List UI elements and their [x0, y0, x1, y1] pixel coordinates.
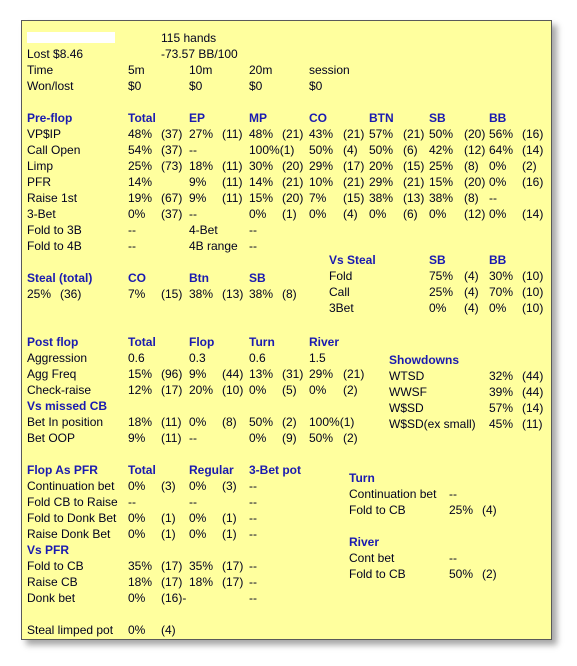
preflop-header: EP [189, 111, 206, 125]
flop-pfr-3bet: -- [249, 591, 257, 605]
vs-steal-count: (10) [522, 269, 544, 283]
showdown-value: 57% [489, 401, 514, 415]
preflop-row-label: Fold to 3B [27, 223, 82, 237]
postflop-value: 0.6 [249, 351, 266, 365]
flop-pfr-count: (1) [161, 511, 176, 525]
preflop-count: (17) [343, 159, 365, 173]
flop-pfr-count: (17) [222, 559, 244, 573]
showdown-count: (44) [522, 369, 544, 383]
period-label: 20m [249, 63, 273, 77]
preflop-count: (2) [522, 159, 537, 173]
postflop-count: (11) [161, 431, 182, 445]
preflop-row-label: Fold to 4B [27, 239, 82, 253]
steal-value: 38% [189, 287, 214, 301]
flop-pfr-label: Raise Donk Bet [27, 527, 111, 541]
flop-pfr-count: (3) [222, 479, 237, 493]
showdown-count: (14) [522, 401, 544, 415]
flop-pfr-count: (3) [161, 479, 176, 493]
preflop-count: (6) [403, 143, 418, 157]
turn-value: 25% [449, 503, 474, 517]
flop-pfr-header: 3-Bet pot [249, 463, 301, 477]
preflop-count: (4) [343, 207, 358, 221]
steal-header: Steal (total) [27, 271, 93, 285]
preflop-value: 9% [189, 191, 207, 205]
turn-value: -- [449, 487, 457, 501]
vs-steal-header: Vs Steal [329, 253, 376, 267]
won-lost-label: Won/lost [27, 79, 74, 93]
preflop-header: Pre-flop [27, 111, 73, 125]
preflop-value: 0% [369, 207, 387, 221]
flop-pfr-value: -- [189, 495, 197, 509]
preflop-count: (37) [161, 127, 183, 141]
postflop-label: Check-raise [27, 383, 92, 397]
preflop-value: 38% [369, 191, 394, 205]
vs-steal-header: BB [489, 253, 507, 267]
won-value: $0 [309, 79, 323, 93]
preflop-value: 19% [128, 191, 153, 205]
preflop-value: -- [128, 239, 136, 253]
vs-steal-count: (10) [522, 285, 544, 299]
flop-pfr-count: (1) [222, 511, 237, 525]
preflop-row-label: 3-Bet [27, 207, 56, 221]
preflop-value: 27% [189, 127, 214, 141]
vs-steal-value: 75% [429, 269, 454, 283]
preflop-count: (8) [464, 159, 479, 173]
vs-steal-value: 0% [489, 301, 507, 315]
postflop-value: -- [189, 431, 197, 445]
preflop-count: (14) [522, 207, 544, 221]
preflop-value: 7% [309, 191, 327, 205]
postflop-value: 1.5 [309, 351, 326, 365]
vs-steal-value: 30% [489, 269, 514, 283]
preflop-count: (1) [282, 207, 297, 221]
postflop-count: (21) [343, 367, 365, 381]
postflop-count: (9) [282, 431, 297, 445]
showdown-count: (11) [522, 417, 543, 431]
preflop-count: (12) [464, 143, 486, 157]
flop-pfr-label: Continuation bet [27, 479, 115, 493]
postflop-value: 50% [249, 415, 274, 429]
steal-value: 38% [249, 287, 274, 301]
flop-pfr-label: Raise CB [27, 575, 78, 589]
preflop-value: 50% [369, 143, 394, 157]
preflop-count: (21) [343, 175, 365, 189]
postflop-count: (8) [222, 415, 237, 429]
preflop-row-label: Limp [27, 159, 54, 173]
preflop-count: (8) [464, 191, 479, 205]
preflop-value: 42% [429, 143, 454, 157]
preflop-count: (73) [161, 159, 183, 173]
preflop-count: (13) [403, 191, 425, 205]
turn-label: Fold to CB [349, 503, 406, 517]
postflop-count: (2) [343, 431, 358, 445]
flop-pfr-value: 35% [189, 559, 214, 573]
postflop-value: 9% [128, 431, 146, 445]
preflop-value: 15% [249, 191, 274, 205]
preflop-value: 100%(1) [249, 143, 295, 157]
flop-pfr-3bet: -- [249, 479, 257, 493]
postflop-value: 29% [309, 367, 334, 381]
lost-amount: Lost $8.46 [27, 47, 84, 61]
preflop-count: (12) [464, 207, 486, 221]
preflop-value: 29% [369, 175, 394, 189]
preflop-count: (4) [343, 143, 358, 157]
flop-pfr-3bet: -- [249, 495, 257, 509]
preflop-count: (11) [222, 191, 243, 205]
postflop-count: (10) [222, 383, 244, 397]
showdown-label: W$SD [389, 401, 424, 415]
turn-count: (4) [482, 503, 497, 517]
showdown-value: 45% [489, 417, 514, 431]
preflop-value: 64% [489, 143, 514, 157]
preflop-count: (20) [464, 127, 486, 141]
period-label: 10m [189, 63, 213, 77]
river-value: 50% [449, 567, 474, 581]
vs-steal-value: 25% [429, 285, 454, 299]
postflop-value: 0% [309, 383, 327, 397]
steal-value: (13) [222, 287, 244, 301]
steal-header: CO [128, 271, 146, 285]
showdown-label: WTSD [389, 369, 425, 383]
postflop-value: 18% [128, 415, 153, 429]
postflop-value: 0% [249, 383, 267, 397]
preflop-value: -- [249, 239, 257, 253]
preflop-count: (21) [282, 127, 304, 141]
river-value: -- [449, 551, 457, 565]
won-value: $0 [249, 79, 263, 93]
flop-pfr-value: 0% [189, 479, 207, 493]
postflop-count: (5) [282, 383, 297, 397]
preflop-count: (20) [464, 175, 486, 189]
preflop-count: (16) [522, 175, 544, 189]
showdown-value: 32% [489, 369, 514, 383]
preflop-value: 54% [128, 143, 153, 157]
flop-pfr-label: Fold to CB [27, 559, 84, 573]
postflop-value: 0.6 [128, 351, 145, 365]
preflop-count: (11) [222, 175, 243, 189]
preflop-value: 56% [489, 127, 514, 141]
postflop-label: Aggression [27, 351, 88, 365]
postflop-value: 20% [189, 383, 214, 397]
preflop-row-label: PFR [27, 175, 51, 189]
preflop-value: 29% [309, 159, 334, 173]
preflop-value: 0% [309, 207, 327, 221]
preflop-row-label: Raise 1st [27, 191, 78, 205]
preflop-value: 0% [489, 159, 507, 173]
steal-value: 7% [128, 287, 146, 301]
postflop-count: (11) [161, 415, 182, 429]
postflop-value: 15% [128, 367, 153, 381]
vs-pfr-title: Vs PFR [27, 543, 70, 557]
flop-pfr-header: Regular [189, 463, 234, 477]
river-label: Cont bet [349, 551, 395, 565]
player-stats-hud [21, 20, 552, 640]
flop-pfr-count: (1) [222, 527, 237, 541]
river-count: (2) [482, 567, 497, 581]
steal-value: (15) [161, 287, 183, 301]
vs-steal-count: (4) [464, 285, 479, 299]
preflop-value: 25% [128, 159, 153, 173]
postflop-count: (2) [343, 383, 358, 397]
preflop-value: 57% [369, 127, 394, 141]
postflop-value: 12% [128, 383, 153, 397]
vs-steal-count: (4) [464, 269, 479, 283]
preflop-count: (16) [522, 127, 544, 141]
bb-per-100: -73.57 BB/100 [161, 47, 238, 61]
flop-pfr-3bet: -- [249, 559, 257, 573]
flop-pfr-header: Total [128, 463, 156, 477]
preflop-value: 50% [429, 127, 454, 141]
showdown-label: WWSF [389, 385, 427, 399]
preflop-value: 0% [128, 207, 146, 221]
preflop-count: (15) [403, 159, 425, 173]
preflop-count: (21) [282, 175, 304, 189]
time-label: Time [27, 63, 54, 77]
preflop-count: (14) [522, 143, 544, 157]
postflop-value: 0% [249, 431, 267, 445]
player-name-field [27, 32, 115, 43]
postflop-header: Post flop [27, 335, 79, 349]
preflop-value: 4B range [189, 239, 238, 253]
preflop-value: 14% [128, 175, 153, 189]
postflop-header: Total [128, 335, 156, 349]
preflop-header: BTN [369, 111, 394, 125]
postflop-count: (2) [282, 415, 297, 429]
preflop-header: CO [309, 111, 327, 125]
hands-count: 115 hands [161, 31, 217, 45]
preflop-count: (20) [282, 191, 304, 205]
vs-steal-count: (4) [464, 301, 479, 315]
preflop-count: (15) [343, 191, 365, 205]
period-label: session [309, 63, 350, 77]
preflop-value: -- [189, 143, 197, 157]
preflop-value: 9% [189, 175, 207, 189]
flop-pfr-value: 0% [128, 479, 146, 493]
postflop-count: (17) [161, 383, 183, 397]
flop-pfr-count: (16)- [161, 591, 187, 605]
steal-header: SB [249, 271, 266, 285]
postflop-value: 50% [309, 431, 334, 445]
postflop-label: Agg Freq [27, 367, 77, 381]
river-label: Fold to CB [349, 567, 406, 581]
postflop-value: 0.3 [189, 351, 206, 365]
preflop-value: -- [128, 223, 136, 237]
steal-value: (36) [60, 287, 82, 301]
showdown-label: W$SD(ex small) [389, 417, 476, 431]
postflop-value: 100%(1) [309, 415, 355, 429]
flop-pfr-value: 0% [128, 511, 146, 525]
river-title: River [349, 535, 380, 549]
flop-pfr-3bet: -- [249, 511, 257, 525]
vs-steal-label: Call [329, 285, 350, 299]
preflop-value: 25% [429, 159, 454, 173]
preflop-count: (11) [222, 127, 243, 141]
flop-pfr-value: -- [128, 495, 136, 509]
flop-pfr-value: 0% [189, 511, 207, 525]
turn-title: Turn [349, 471, 375, 485]
flop-pfr-count: (17) [161, 575, 183, 589]
flop-pfr-value: 35% [128, 559, 153, 573]
flop-pfr-3bet: -- [249, 527, 257, 541]
period-label: 5m [128, 63, 145, 77]
steal-header: Btn [189, 271, 209, 285]
vs-steal-label: Fold [329, 269, 353, 283]
preflop-value: 38% [429, 191, 454, 205]
postflop-value: 13% [249, 367, 274, 381]
preflop-row-label: Call Open [27, 143, 81, 157]
flop-pfr-value: 0% [128, 591, 146, 605]
showdown-value: 39% [489, 385, 514, 399]
steal-limped-count: (4) [161, 623, 176, 637]
preflop-value: 0% [249, 207, 267, 221]
preflop-value: 0% [489, 175, 507, 189]
won-value: $0 [128, 79, 142, 93]
flop-pfr-count: (17) [222, 575, 244, 589]
preflop-value: -- [489, 191, 497, 205]
postflop-count: (96) [161, 367, 183, 381]
preflop-count: (21) [403, 127, 425, 141]
flop-pfr-label: Donk bet [27, 591, 76, 605]
steal-value: (8) [282, 287, 297, 301]
flop-pfr-count: (17) [161, 559, 183, 573]
preflop-count: (6) [403, 207, 418, 221]
postflop-header: River [309, 335, 340, 349]
preflop-header: MP [249, 111, 267, 125]
steal-limped-value: 0% [128, 623, 146, 637]
flop-pfr-count: (1) [161, 527, 176, 541]
postflop-header: Flop [189, 335, 215, 349]
postflop-label: Bet OOP [27, 431, 76, 445]
preflop-value: 20% [369, 159, 394, 173]
preflop-value: 18% [189, 159, 214, 173]
flop-pfr-3bet: -- [249, 575, 257, 589]
preflop-value: 10% [309, 175, 334, 189]
postflop-label: Bet In position [27, 415, 104, 429]
steal-value: 25% [27, 287, 52, 301]
flop-pfr-label: Fold to Donk Bet [27, 511, 117, 525]
preflop-row-label: VP$IP [27, 127, 62, 141]
postflop-count: (31) [282, 367, 304, 381]
preflop-value: -- [249, 223, 257, 237]
preflop-count: (21) [403, 175, 425, 189]
flop-pfr-header: Flop As PFR [27, 463, 98, 477]
postflop-value: 9% [189, 367, 207, 381]
preflop-value: 14% [249, 175, 274, 189]
preflop-header: BB [489, 111, 507, 125]
missed-cb-title: Vs missed CB [27, 399, 108, 413]
won-value: $0 [189, 79, 203, 93]
preflop-count: (37) [161, 207, 183, 221]
preflop-value: 50% [309, 143, 334, 157]
vs-steal-label: 3Bet [329, 301, 354, 315]
vs-steal-count: (10) [522, 301, 544, 315]
steal-limped-label: Steal limped pot [27, 623, 114, 637]
flop-pfr-value: 0% [128, 527, 146, 541]
preflop-value: 15% [429, 175, 454, 189]
preflop-header: Total [128, 111, 156, 125]
vs-steal-header: SB [429, 253, 446, 267]
flop-pfr-value: 0% [189, 527, 207, 541]
turn-label: Continuation bet [349, 487, 437, 501]
postflop-count: (44) [222, 367, 244, 381]
preflop-header: SB [429, 111, 446, 125]
preflop-value: 43% [309, 127, 334, 141]
flop-pfr-value: 18% [128, 575, 153, 589]
postflop-value: 0% [189, 415, 207, 429]
preflop-count: (20) [282, 159, 304, 173]
vs-steal-value: 70% [489, 285, 514, 299]
preflop-value: -- [189, 207, 197, 221]
showdowns-title: Showdowns [389, 353, 459, 367]
preflop-value: 4-Bet [189, 223, 218, 237]
preflop-count: (37) [161, 143, 183, 157]
flop-pfr-value: 18% [189, 575, 214, 589]
postflop-header: Turn [249, 335, 275, 349]
preflop-count: (67) [161, 191, 183, 205]
preflop-value: 48% [128, 127, 153, 141]
preflop-count: (11) [222, 159, 243, 173]
preflop-value: 0% [429, 207, 447, 221]
flop-pfr-label: Fold CB to Raise [27, 495, 118, 509]
preflop-value: 0% [489, 207, 507, 221]
preflop-count: (21) [343, 127, 365, 141]
preflop-value: 30% [249, 159, 274, 173]
preflop-value: 48% [249, 127, 274, 141]
vs-steal-value: 0% [429, 301, 447, 315]
showdown-count: (44) [522, 385, 544, 399]
